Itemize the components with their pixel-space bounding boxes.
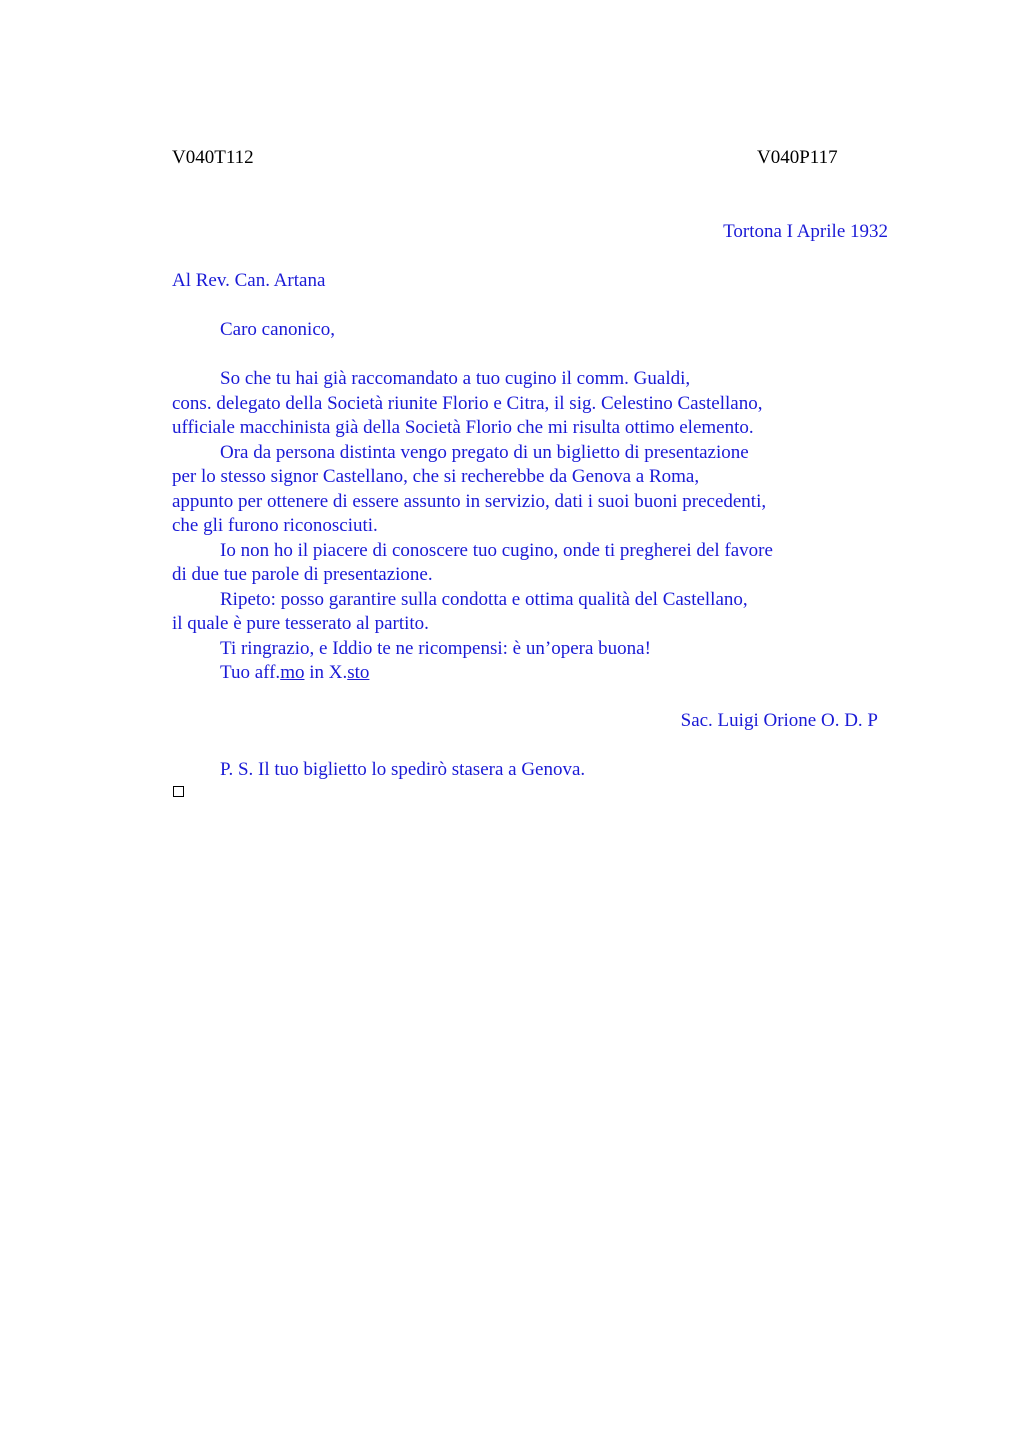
body-line: So che tu hai già raccomandato a tuo cugino il comm. Gualdi, <box>220 368 691 389</box>
checkbox-square-icon <box>173 786 184 797</box>
closing-abbrev-underlined: mo <box>280 662 305 683</box>
body-line: Ripeto: posso garantire sulla condotta e ottima qualità del Castellano, <box>220 588 748 610</box>
closing-part: Tuo aff. <box>220 662 281 683</box>
document-code-right: V040P117 <box>757 147 838 168</box>
letter-body <box>172 367 872 686</box>
closing-part: in X. <box>304 662 348 683</box>
document-code-left: V040T112 <box>172 147 254 168</box>
letter-addressee: Al Rev. Can. Artana <box>172 270 326 291</box>
body-line: Ora da persona distinta vengo pregato di un biglietto di presentazione <box>220 441 749 463</box>
body-line: ufficiale macchinista già della Società Florio che mi risulta ottimo elemento. <box>172 417 754 438</box>
closing-abbrev-underlined: sto <box>347 662 370 683</box>
letter-signature: Sac. Luigi Orione O. D. P <box>680 710 878 731</box>
body-line: il quale è pure tesserato al partito. <box>172 613 429 634</box>
letter-salutation: Caro canonico, <box>220 319 336 340</box>
body-line: appunto per ottenere di essere assunto in servizio, dati i suoi buoni precedenti, <box>172 490 767 512</box>
body-line: per lo stesso signor Castellano, che si recherebbe da Genova a Roma, <box>172 466 700 487</box>
body-line: Ti ringrazio, e Iddio te ne ricompensi: è un’opera buona! <box>220 637 651 659</box>
body-line: di due tue parole di presentazione. <box>172 564 433 585</box>
body-line: cons. delegato della Società riunite Florio e Citra, il sig. Celestino Castellano, <box>172 392 763 414</box>
letter-closing <box>172 661 872 686</box>
body-line: Io non ho il piacere di conoscere tuo cugino, onde ti pregherei del favore <box>220 539 773 561</box>
body-line: che gli furono riconosciuti. <box>172 515 378 536</box>
letter-postscript: P. S. Il tuo biglietto lo spedirò stasera a Genova. <box>220 759 586 780</box>
letter-date-line: Tortona I Aprile 1932 <box>723 221 888 242</box>
